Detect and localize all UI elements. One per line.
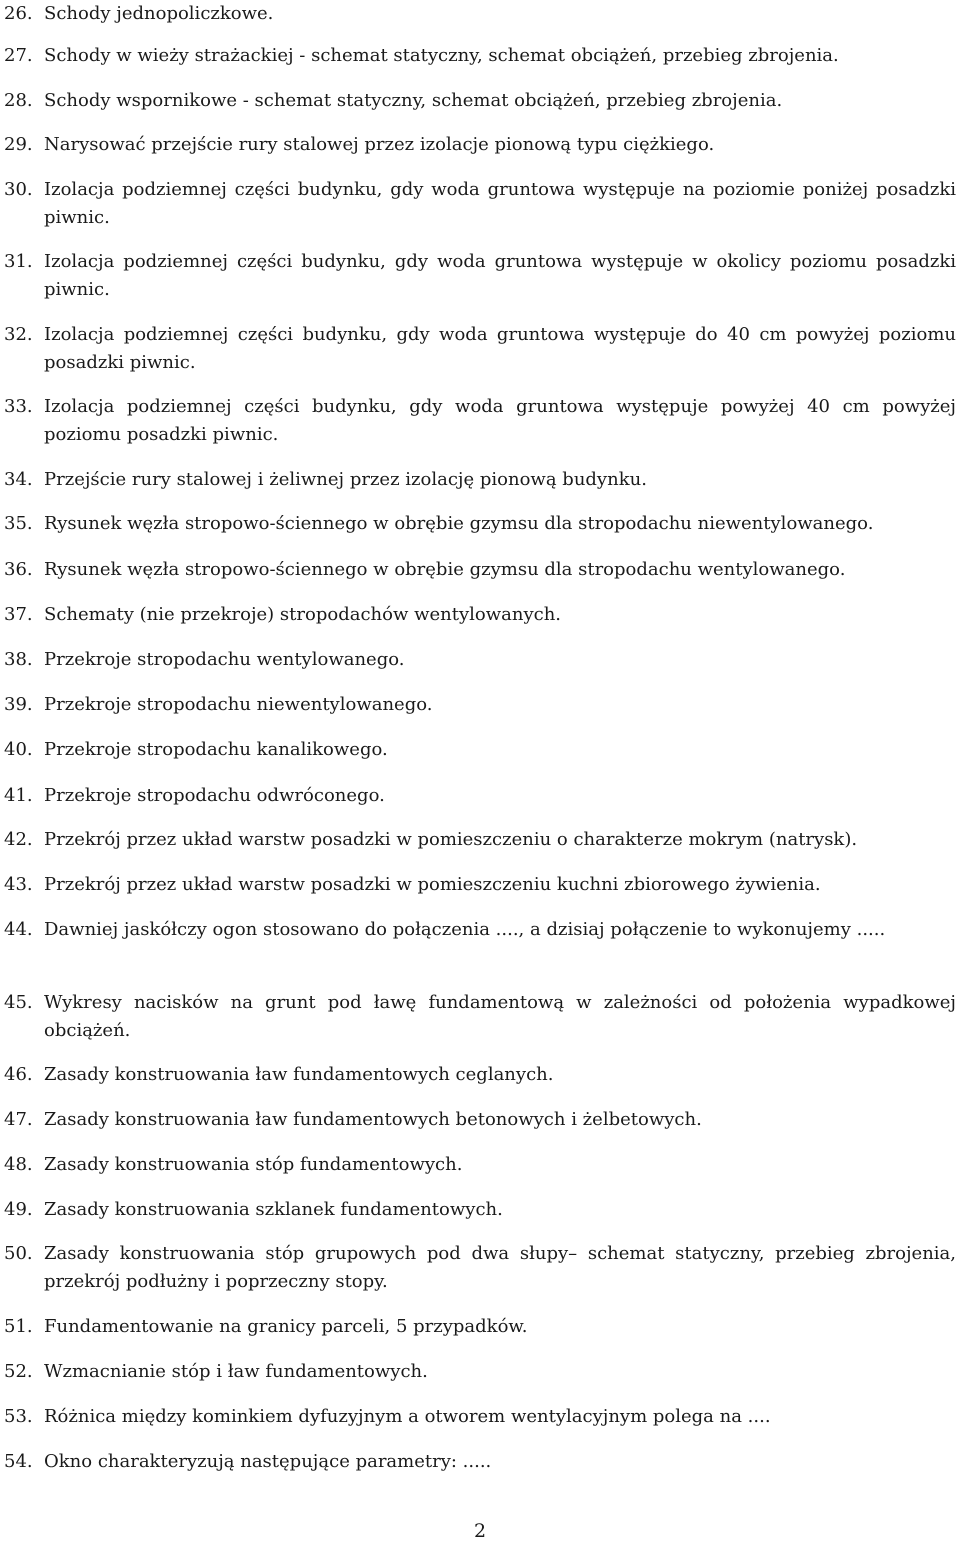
list-item [4,782,956,810]
list-item [4,176,956,232]
list-item [4,321,956,377]
item-text: Wykresy nacisków na grunt pod ławę fundamentową w zależności od położenia wypadkowej obciążeń. [44,992,956,1041]
item-number: 29. [4,134,33,155]
item-number: 27. [4,45,33,66]
item-number: 42. [4,829,33,850]
item-number: 40. [4,739,33,760]
list-item [4,989,956,1045]
item-number: 41. [4,785,33,806]
item-number: 26. [4,3,33,24]
item-text: Izolacja podziemnej części budynku, gdy woda gruntowa występuje do 40 cm powyżej poziomu posadzki piwnic. [44,324,956,373]
page-number: 2 [473,1520,487,1542]
list-item [4,871,956,899]
list-item [4,131,956,159]
item-text: Przekroje stropodachu wentylowanego. [44,649,405,670]
item-number: 45. [4,992,33,1013]
item-text: Przekrój przez układ warstw posadzki w pomieszczeniu kuchni zbiorowego żywienia. [44,874,821,895]
list-item [4,1403,956,1431]
list-item [4,1313,956,1341]
item-number: 31. [4,251,33,272]
item-number: 39. [4,694,33,715]
list-item [4,248,956,304]
item-number: 32. [4,324,33,345]
item-text: Przekroje stropodachu odwróconego. [44,785,385,806]
list-item [4,466,956,494]
item-text: Izolacja podziemnej części budynku, gdy woda gruntowa występuje w okolicy poziomu posadzki piwnic. [44,251,956,300]
item-text: Schody wspornikowe - schemat statyczny, schemat obciążeń, przebieg zbrojenia. [44,90,783,111]
item-text: Wzmacnianie stóp i ław fundamentowych. [44,1361,428,1382]
item-number: 48. [4,1154,33,1175]
list-item [4,1240,956,1296]
list-item [4,646,956,674]
list-item [4,1151,956,1179]
item-number: 47. [4,1109,33,1130]
item-text: Fundamentowanie na granicy parceli, 5 przypadków. [44,1316,528,1337]
list-item [4,556,956,584]
item-text: Izolacja podziemnej części budynku, gdy woda gruntowa występuje powyżej 40 cm powyżej poziomu posadzki piwnic. [44,396,956,445]
item-number: 43. [4,874,33,895]
item-number: 44. [4,919,33,940]
item-text: Zasady konstruowania stóp fundamentowych. [44,1154,463,1175]
item-text: Rysunek węzła stropowo-ściennego w obrębie gzymsu dla stropodachu niewentylowanego. [44,513,874,534]
list-item [4,736,956,764]
list-item [4,916,956,944]
list-item [4,601,956,629]
list-item [4,42,956,70]
list-item [4,1106,956,1134]
list-item [4,510,956,538]
item-text: Przekroje stropodachu niewentylowanego. [44,694,433,715]
list-item [4,0,956,28]
item-text: Różnica między kominkiem dyfuzyjnym a otworem wentylacyjnym polega na .... [44,1406,771,1427]
item-text: Przekrój przez układ warstw posadzki w pomieszczeniu o charakterze mokrym (natrysk). [44,829,858,850]
item-number: 52. [4,1361,33,1382]
list-item [4,691,956,719]
list-item [4,1196,956,1224]
item-text: Zasady konstruowania szklanek fundamentowych. [44,1199,503,1220]
item-text: Zasady konstruowania stóp grupowych pod dwa słupy– schemat statyczny, przebieg zbrojenia, przekrój podłużny i poprzeczny stopy. [44,1243,956,1292]
item-text: Przekroje stropodachu kanalikowego. [44,739,388,760]
item-text: Zasady konstruowania ław fundamentowych ceglanych. [44,1064,554,1085]
item-number: 38. [4,649,33,670]
item-text: Narysować przejście rury stalowej przez izolacje pionową typu ciężkiego. [44,134,715,155]
item-text: Rysunek węzła stropowo-ściennego w obrębie gzymsu dla stropodachu wentylowanego. [44,559,846,580]
list-item [4,1448,956,1476]
item-number: 54. [4,1451,33,1472]
list-item [4,1358,956,1386]
item-text: Schody w wieży strażackiej - schemat statyczny, schemat obciążeń, przebieg zbrojenia. [44,45,839,66]
item-text: Izolacja podziemnej części budynku, gdy woda gruntowa występuje na poziomie poniżej posadzki piwnic. [44,179,956,228]
item-number: 51. [4,1316,33,1337]
list-item [4,1061,956,1089]
item-number: 34. [4,469,33,490]
item-number: 36. [4,559,33,580]
item-text: Zasady konstruowania ław fundamentowych betonowych i żelbetowych. [44,1109,702,1130]
item-number: 37. [4,604,33,625]
item-number: 30. [4,179,33,200]
list-item [4,826,956,854]
item-number: 50. [4,1243,33,1264]
item-number: 33. [4,396,33,417]
list-item [4,393,956,449]
list-item [4,87,956,115]
item-text: Schematy (nie przekroje) stropodachów wentylowanych. [44,604,562,625]
item-number: 49. [4,1199,33,1220]
item-text: Przejście rury stalowej i żeliwnej przez izolację pionową budynku. [44,469,647,490]
item-number: 46. [4,1064,33,1085]
item-text: Schody jednopoliczkowe. [44,3,274,24]
item-number: 28. [4,90,33,111]
item-text: Okno charakteryzują następujące parametry: ..... [44,1451,492,1472]
item-text: Dawniej jaskółczy ogon stosowano do połączenia ...., a dzisiaj połączenie to wykonujemy ..... [44,919,886,940]
item-number: 35. [4,513,33,534]
item-number: 53. [4,1406,33,1427]
